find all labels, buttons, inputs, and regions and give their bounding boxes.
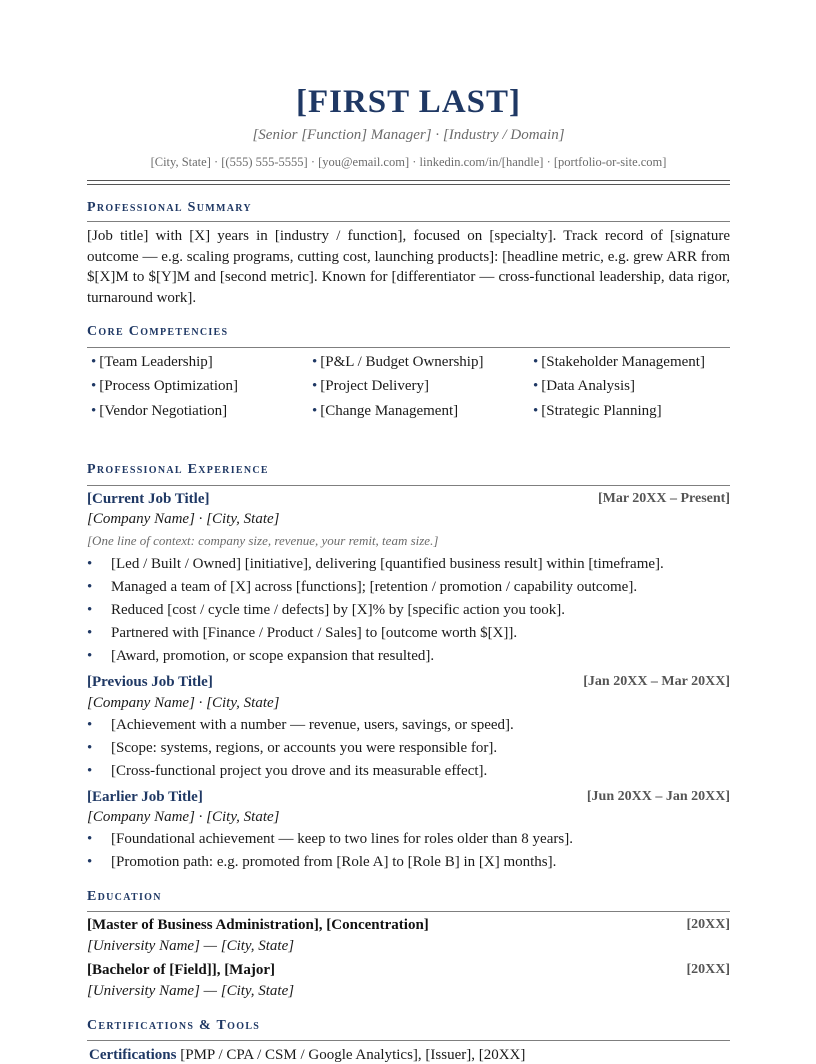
competency-item: • [Process Optimization] (91, 378, 238, 394)
school-name: [University Name] — [City, State] (87, 983, 295, 999)
competency-item: • [Change Management] (312, 403, 459, 419)
degree-title: [Master of Business Administration], [Concentration] (87, 917, 429, 933)
experience-heading: Professional Experience (87, 462, 269, 477)
competency-item: • [Project Delivery] (312, 378, 429, 394)
job-dates: [Jan 20XX – Mar 20XX] (583, 674, 730, 689)
competency-item: • [Strategic Planning] (533, 403, 662, 419)
competency-item: • [Stakeholder Management] (533, 354, 705, 370)
certifications-text: [PMP / CPA / CSM / Google Analytics], [Issuer], [20XX] (176, 1047, 526, 1063)
degree-year: [20XX] (686, 917, 730, 932)
job-title: [Current Job Title] (87, 491, 210, 507)
job-company: [Company Name] · [City, State] (87, 809, 280, 825)
competencies-divider (87, 347, 730, 348)
resume-page: [FIRST LAST] [Senior [Function] Manager] · [Industry / Domain] [City, State] · [(555) 555-5555] · [you@email.com] · linkedin.com/in/[handle] · [portfolio-or-site.com] Professional Summary [Job title] with [X] years in [industry / function], focused on [specialty]. Track record of [signature outcome — e.g. scaling programs, cutting cost, launching products]: [headline metric, e.g. grew ARR from $[X]M to $[Y]M and [second metric]. Known for [differentiator — cross-functional leadership, data rigor, turnaround work]. Core Competencies • [Team Leadership] • [P&L / Budget Ownership] • [Stakeholder Management] • [Process Optimization] • [Project Delivery] • [Data Analysis] • [Vendor Negotiation] • [Change Management] • [Strategic Planning] Professional Experience [Current Job Title] [Mar 20XX – Present] [Company Name] · [City, State] [One line of context: company size, revenue, your remit, team size.] • [Led / Built / Owned] [initiative], delivering [quantified business result] within [timeframe]. • Managed a team of [X] across [functions]; [retention / promotion / capability outcome]. • Reduced [cost / cycle time / defects] by [X]% by [specific action you took]. • Partnered with [Finance / Product / Sales] to [outcome worth $[X]]. • [Award, promotion, or scope expansion that resulted]. [Previous Job Title] [Jan 20XX – Mar 20XX] [Company Name] · [City, State] • [Achievement with a number — revenue, users, savings, or speed]. • [Scope: systems, regions, or accounts you were responsible for]. • [Cross-functional project you drove and its measurable effect]. [Earlier Job Title] [Jun 20XX – Jan 20XX] [Company Name] · [City, State] • [Foundational achievement — keep to two lines for roles older than 8 years]. • [Promotion path: e.g. promoted from [Role A] to [Role B] in [X] months]. Education [Master of Business Administration], [Concentration] [20XX] [University Name] — [City, State] [Bachelor of [Field]], [Major] [20XX] [University Name] — [City, State] Certifications & Tools Certifications [PMP / CPA / CSM / Google Analytics], [Issuer], [20XX] (87, 84, 730, 1063)
job-dates: [Mar 20XX – Present] (597, 491, 730, 506)
contact-line: [City, State] · [(555) 555-5555] · [you@email.com] · linkedin.com/in/[handle] · [portfolio-or-site.com] (150, 155, 667, 169)
job-company: [Company Name] · [City, State] (87, 695, 280, 711)
candidate-name: [FIRST LAST] (295, 84, 522, 120)
summary-heading: Professional Summary (87, 200, 252, 215)
job-dates: [Jun 20XX – Jan 20XX] (586, 789, 730, 804)
certifications-divider (87, 1040, 730, 1041)
certifications-line (89, 1046, 525, 1064)
education-heading: Education (87, 889, 162, 904)
competency-item: • [P&L / Budget Ownership] (312, 354, 484, 370)
certifications-heading: Certifications & Tools (87, 1018, 261, 1033)
school-name: [University Name] — [City, State] (87, 938, 295, 954)
competency-item: • [Vendor Negotiation] (91, 403, 228, 419)
education-divider (87, 911, 730, 912)
job-company: [Company Name] · [City, State] (87, 511, 280, 527)
degree-year: [20XX] (686, 962, 730, 977)
candidate-headline: [Senior [Function] Manager] · [Industry / Domain] (252, 127, 565, 143)
competency-item: • [Data Analysis] (533, 378, 635, 394)
job-title: [Previous Job Title] (87, 674, 213, 690)
header-divider (87, 180, 730, 185)
competency-item: • [Team Leadership] (91, 354, 213, 370)
job-title: [Earlier Job Title] (87, 789, 203, 805)
experience-divider (87, 485, 730, 486)
summary-divider (87, 221, 730, 222)
job-context: [One line of context: company size, revenue, your remit, team size.] (87, 533, 439, 548)
competencies-heading: Core Competencies (87, 324, 229, 339)
degree-title: [Bachelor of [Field]], [Major] (87, 962, 275, 978)
summary-text: [Job title] with [X] years in [industry / function], focused on [specialty]. Track record of [signature outcome — e.g. scaling programs, cutting cost, launching products]: [headline metric, e.g. grew ARR from $[X]M to $[Y]M and [second metric]. Known for [differentiator — cross-functional leadership, data rigor, turnaround work]. (87, 228, 730, 306)
certifications-label: Certifications (89, 1047, 177, 1063)
